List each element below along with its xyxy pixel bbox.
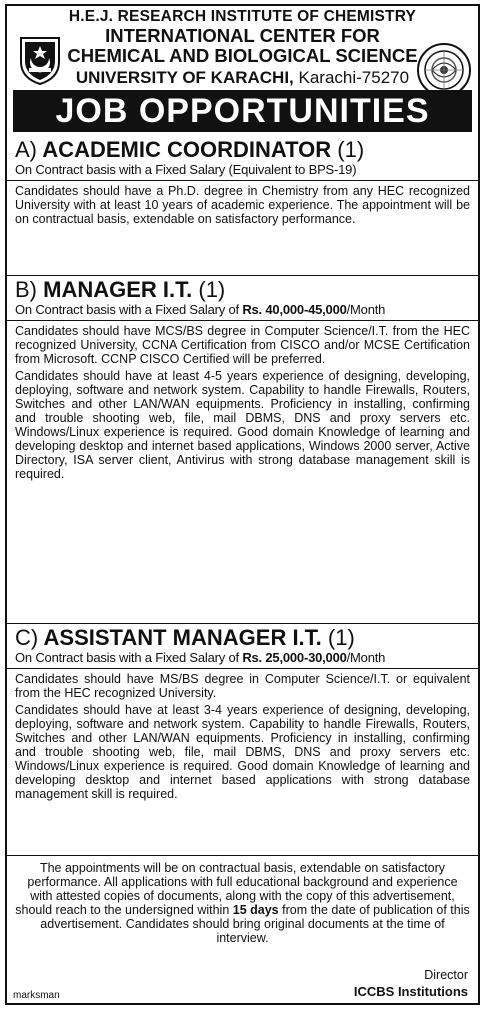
agency-credit: marksman bbox=[13, 990, 60, 1001]
section-letter: B) bbox=[15, 277, 37, 302]
section-title bbox=[7, 138, 478, 162]
closing-notice bbox=[7, 858, 478, 945]
section-letter: A) bbox=[15, 137, 37, 162]
salary-amount: Rs. 40,000-45,000 bbox=[242, 302, 347, 317]
salary-period: /Month bbox=[346, 650, 386, 665]
section-position: MANAGER I.T. bbox=[43, 277, 193, 302]
section-count: (1) bbox=[198, 277, 226, 302]
section-count: (1) bbox=[337, 137, 365, 162]
job-opportunities-banner: JOB OPPORTUNITIES bbox=[13, 90, 472, 132]
closing-text-end: from the date of publication of this advertisement. Candidates should bring original documents at the time of interview. bbox=[40, 903, 470, 945]
divider bbox=[7, 275, 478, 276]
salary-text: On Contract basis with a Fixed Salary (Equivalent to BPS-19) bbox=[15, 162, 357, 177]
section-position: ACADEMIC COORDINATOR bbox=[42, 137, 332, 162]
job-advertisement bbox=[5, 4, 480, 1005]
section-salary bbox=[7, 302, 478, 317]
institute-name: H.E.J. RESEARCH INSTITUTE OF CHEMISTRY bbox=[68, 8, 417, 25]
section-paragraph: Candidates should have a Ph.D. degree in Chemistry from any HEC recognized University with at least 10 years of academic experience. The appointment will be on contractual basis, extendable on satisfactory performance. bbox=[15, 184, 470, 226]
section-paragraph: Candidates should have MCS/BS degree in Computer Science/I.T. from the HEC recognized University, CCNA Certification from CISCO and/or MCSE Certification from Microsoft. CCNP CISCO Certified will be preferred. bbox=[15, 324, 470, 366]
section-title bbox=[7, 626, 478, 650]
section-count: (1) bbox=[327, 625, 355, 650]
divider bbox=[7, 623, 478, 624]
section-assistant-manager-it bbox=[7, 626, 478, 801]
section-position: ASSISTANT MANAGER I.T. bbox=[43, 625, 322, 650]
section-title bbox=[7, 278, 478, 302]
university-line bbox=[7, 68, 478, 88]
center-name bbox=[67, 26, 418, 66]
section-manager-it bbox=[7, 278, 478, 481]
university-name: UNIVERSITY OF KARACHI, bbox=[75, 68, 294, 87]
signature-title: Director bbox=[424, 968, 468, 982]
center-name-line2: CHEMICAL AND BIOLOGICAL SCIENCE bbox=[67, 45, 418, 66]
section-salary bbox=[7, 162, 478, 177]
header bbox=[7, 6, 478, 130]
closing-paragraph bbox=[7, 858, 478, 945]
center-name-line1: INTERNATIONAL CENTER FOR bbox=[105, 25, 380, 46]
deadline: 15 days bbox=[232, 903, 279, 917]
signature-org: ICCBS Institutions bbox=[353, 984, 468, 999]
section-salary bbox=[7, 650, 478, 665]
salary-text: On Contract basis with a Fixed Salary of bbox=[15, 302, 243, 317]
section-paragraph: Candidates should have at least 3-4 years experience of designing, developing, deploying, software and network system. Capability to handle Firewalls, Routers, Switches and other LAN/WAN equipments. Proficiency in installing, confirming and trouble shooting web, file, mail DBMS, DNS and proxy servers etc. Windows/Linux experience is required. Good domain Knowledge of learning and developing desktop and internet based applications with strong database management skill is required. bbox=[15, 703, 470, 801]
university-city: Karachi-75270 bbox=[293, 68, 410, 87]
section-paragraph: Candidates should have MS/BS degree in Computer Science/I.T. or equivalent from the HEC recognized University. bbox=[15, 672, 470, 700]
section-letter: C) bbox=[15, 625, 39, 650]
salary-text: On Contract basis with a Fixed Salary of bbox=[15, 650, 243, 665]
salary-amount: Rs. 25,000-30,000 bbox=[242, 650, 347, 665]
divider bbox=[7, 855, 478, 856]
section-paragraph: Candidates should have at least 4-5 years experience of designing, developing, deploying, software and network system. Capability to handle Firewalls, Routers, Switches and other LAN/WAN equipments. Proficiency in installing, confirming and trouble shooting web, file, mail DBMS, DNS and proxy servers etc. Windows/Linux experience is required. Good domain Knowledge of learning and developing desktop and internet based applications, Windows 2000 server, Active Directory, ISA server client, Antivirus with strong database management skill is required. bbox=[15, 369, 470, 481]
closing-text: The appointments will be on contractual basis, extendable on satisfactory performance. All applications with full educational background and experience with attested copies of documents, along with the copy of this advertisement, should reach to the undersigned within bbox=[15, 861, 458, 917]
section-academic-coordinator bbox=[7, 138, 478, 226]
salary-period: /Month bbox=[346, 302, 386, 317]
